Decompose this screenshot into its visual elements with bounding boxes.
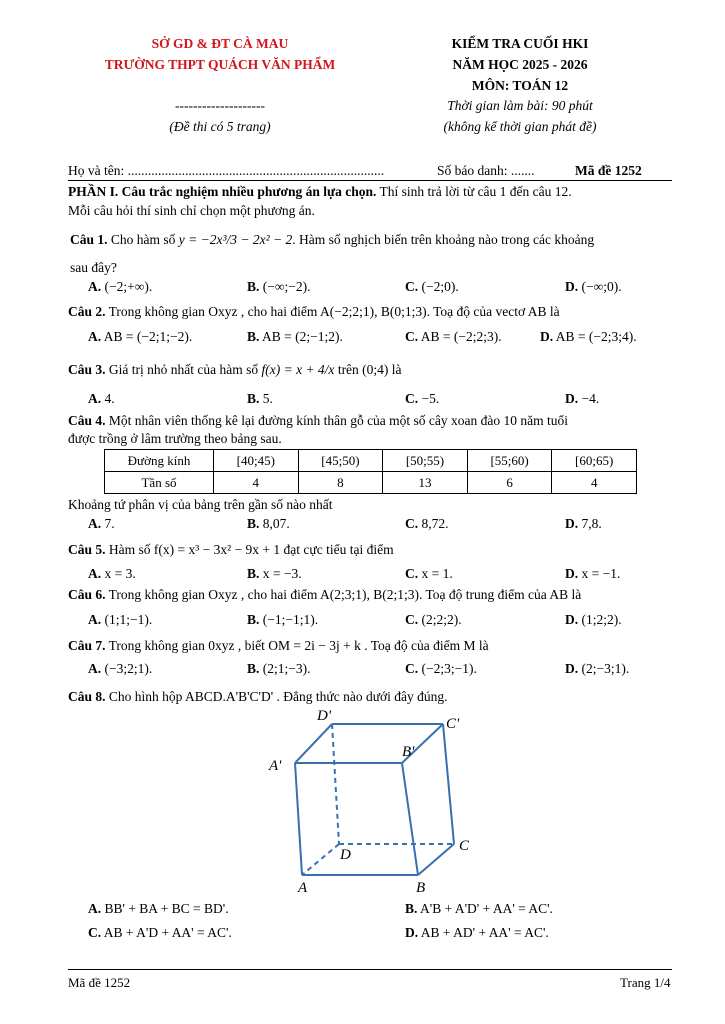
q6-option-b[interactable]: B. (−1;−1;1).: [247, 612, 319, 627]
part1-heading: [68, 184, 572, 200]
vertex-label: B': [402, 744, 415, 760]
q4-after-table: Khoảng tứ phân vị của bảng trên gần số nào nhất: [68, 497, 333, 512]
vertex-label: D: [340, 847, 351, 863]
part1-instruction-1: Thí sinh trả lời từ câu 1 đến câu 12.: [376, 184, 572, 199]
vertex-label: A: [298, 880, 308, 896]
q5-option-d[interactable]: D. x = −1.: [565, 566, 621, 581]
table-cell: [50;55): [383, 450, 468, 472]
student-name-field: Họ và tên: ............................................................................: [68, 163, 385, 178]
q7-option-c[interactable]: C. (−2;3;−1).: [405, 661, 477, 676]
q8-option-b[interactable]: B. A'B + A'D' + AA' = AC'.: [405, 901, 553, 916]
q7-option-d[interactable]: D. (2;−3;1).: [565, 661, 630, 676]
question-3: Câu 3. Giá trị nhỏ nhất của hàm số f(x) = x + 4/x trên (0;4) là: [68, 362, 402, 377]
q3-option-b[interactable]: B. 5.: [247, 391, 273, 406]
q3-option-a[interactable]: A. 4.: [88, 391, 115, 406]
q3-option-c[interactable]: C. −5.: [405, 391, 440, 406]
header-dashes: --------------------: [175, 98, 265, 113]
table-row: [105, 450, 637, 472]
question-2: Câu 2. Trong không gian Oxyz , cho hai điểm A(−2;2;1), B(0;1;3). Toạ độ của vectơ AB là: [68, 304, 560, 319]
parallelepiped-figure: [260, 708, 490, 898]
part1-title: PHẦN I. Câu trắc nghiệm nhiều phương án lựa chọn.: [68, 184, 377, 199]
q1-stem-a: Cho hàm số: [107, 232, 179, 247]
q4-stem-b: được trồng ở lâm trường theo bảng sau.: [68, 431, 282, 446]
q6-option-a[interactable]: A. (1;1;−1).: [88, 612, 153, 627]
q2-option-d[interactable]: D. AB = (−2;3;4).: [540, 329, 637, 344]
exam-code: Mã đề 1252: [575, 163, 642, 178]
subject: MÔN: TOÁN 12: [471, 78, 569, 93]
q1-stem-b: . Hàm số nghịch biến trên khoảng nào trong các khoảng: [292, 232, 595, 247]
table-cell: 6: [467, 472, 552, 494]
pages-note: (Đề thi có 5 trang): [169, 119, 271, 134]
question-6: Câu 6. Trong không gian Oxyz , cho hai điểm A(2;3;1), B(2;1;3). Toạ độ trung điểm của AB là: [68, 587, 582, 602]
table-cell: [45;50): [298, 450, 383, 472]
q2-option-a[interactable]: A. AB = (−2;1;−2).: [88, 329, 193, 344]
duration-note: (không kể thời gian phát đề): [443, 119, 597, 134]
table-cell: 8: [298, 472, 383, 494]
question-8: Câu 8. Cho hình hộp ABCD.A'B'C'D' . Đẳng thức nào dưới đây đúng.: [68, 689, 448, 704]
table-cell: [55;60): [467, 450, 552, 472]
q8-option-c[interactable]: C. AB + A'D + AA' = AC'.: [88, 925, 232, 940]
footer-exam-code: Mã đề 1252: [68, 975, 131, 990]
table-header-frequency: Tần số: [105, 472, 214, 494]
vertex-label: A': [269, 758, 282, 774]
q8-option-d[interactable]: D. AB + AD' + AA' = AC'.: [405, 925, 549, 940]
question-4: Câu 4. Một nhân viên thống kê lại đường kính thân gỗ của một số cây xoan đào 10 năm tuổi: [68, 413, 569, 428]
vertex-label: D': [317, 708, 332, 724]
q1-stem-c: sau đây?: [70, 260, 117, 275]
table-row: [105, 472, 637, 494]
header-rule: [68, 180, 672, 181]
q1-option-a[interactable]: A. (−2;+∞).: [88, 279, 153, 294]
question-5: Câu 5. Hàm số f(x) = x³ − 3x² − 9x + 1 đạt cực tiểu tại điểm: [68, 542, 394, 557]
q2-option-b[interactable]: B. AB = (2;−1;2).: [247, 329, 343, 344]
table-cell: [60;65): [552, 450, 637, 472]
q4-option-c[interactable]: C. 8,72.: [405, 516, 449, 531]
vertex-label: B: [416, 880, 426, 896]
q1-option-c[interactable]: C. (−2;0).: [405, 279, 459, 294]
q4-option-d[interactable]: D. 7,8.: [565, 516, 602, 531]
q6-option-c[interactable]: C. (2;2;2).: [405, 612, 462, 627]
q5-option-c[interactable]: C. x = 1.: [405, 566, 453, 581]
school-year: NĂM HỌC 2025 - 2026: [452, 57, 588, 72]
dept-name: SỞ GD & ĐT CÀ MAU: [151, 36, 289, 51]
vertex-label: C: [459, 838, 470, 854]
q7-option-b[interactable]: B. (2;1;−3).: [247, 661, 311, 676]
table-cell: [40;45): [214, 450, 299, 472]
question-7: Câu 7. Trong không gian 0xyz , biết OM = 2i − 3j + k . Toạ độ của điểm M là: [68, 638, 489, 653]
q4-option-a[interactable]: A. 7.: [88, 516, 115, 531]
duration: Thời gian làm bài: 90 phút: [447, 98, 593, 113]
q5-option-a[interactable]: A. x = 3.: [88, 566, 136, 581]
school-name: TRƯỜNG THPT QUÁCH VĂN PHẨM: [104, 57, 336, 72]
table-header-diameter: Đường kính: [105, 450, 214, 472]
part1-instruction-2: Mỗi câu hỏi thí sinh chỉ chọn một phương án.: [68, 203, 315, 218]
q3-formula: f(x) = x + 4/x: [261, 362, 335, 377]
q3-option-d[interactable]: D. −4.: [565, 391, 600, 406]
q1-label: Câu 1.: [70, 232, 108, 247]
q1-option-d[interactable]: D. (−∞;0).: [565, 279, 622, 294]
student-id-field: Số báo danh: .......: [437, 163, 535, 178]
q7-option-a[interactable]: A. (−3;2;1).: [88, 661, 153, 676]
q1-option-b[interactable]: B. (−∞;−2).: [247, 279, 311, 294]
footer-rule: [68, 969, 672, 970]
footer-page-number: Trang 1/4: [620, 975, 671, 990]
q8-option-a[interactable]: A. BB' + BA + BC = BD'.: [88, 901, 229, 916]
vertex-label: C': [446, 716, 460, 732]
q1-formula: y = −2x³/3 − 2x² − 2: [178, 232, 293, 247]
q4-option-b[interactable]: B. 8,07.: [247, 516, 290, 531]
q2-option-c[interactable]: C. AB = (−2;2;3).: [405, 329, 502, 344]
q6-option-d[interactable]: D. (1;2;2).: [565, 612, 622, 627]
q5-option-b[interactable]: B. x = −3.: [247, 566, 302, 581]
exam-title: KIỂM TRA CUỐI HKI: [451, 36, 589, 51]
frequency-table: [104, 449, 637, 494]
table-cell: 4: [552, 472, 637, 494]
table-cell: 4: [214, 472, 299, 494]
question-1: [70, 232, 594, 248]
table-cell: 13: [383, 472, 468, 494]
